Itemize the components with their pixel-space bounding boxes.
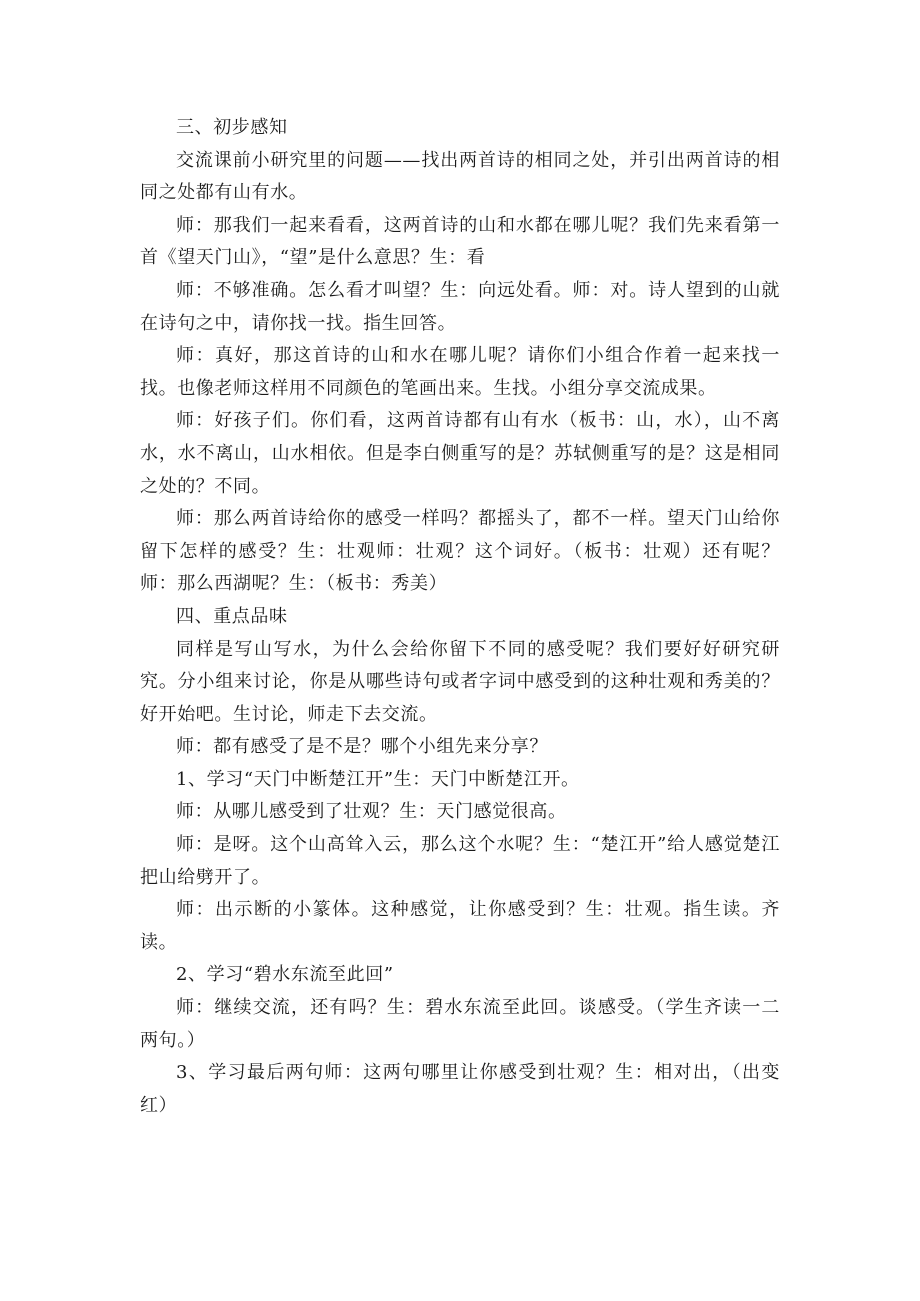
section-heading-3: 三、初步感知 bbox=[176, 117, 288, 138]
list-item-3: 3、学习最后两句师：这两句哪里让你感受到壮观？生：相对出，（出变红） bbox=[140, 1062, 780, 1116]
section-heading-4: 四、重点品味 bbox=[176, 605, 288, 627]
paragraph: 师：从哪儿感受到了壮观？生：天门感觉很高。 bbox=[176, 801, 567, 823]
paragraph: 师：好孩子们。你们看，这两首诗都有山有水（板书：山，水），山不离水，水不离山，山水相依。但是李白侧重写的是？苏轼侧重写的是？这是相同之处的？不同。 bbox=[140, 410, 780, 497]
list-item-1: 1、学习“天门中断楚江开”生：天门中断楚江开。 bbox=[176, 768, 580, 790]
paragraph: 师：是呀。这个山高耸入云，那么这个水呢？生：“楚江开”给人感觉楚江把山给劈开了。 bbox=[140, 834, 780, 888]
paragraph: 同样是写山写水，为什么会给你留下不同的感受呢？我们要好好研究研究。分小组来讨论，你是从哪些诗句或者字词中感受到的这种壮观和秀美的？好开始吧。生讨论，师走下去交流。 bbox=[140, 638, 780, 725]
paragraph: 师：都有感受了是不是？哪个小组先来分享？ bbox=[176, 736, 548, 758]
paragraph: 师：出示断的小篆体。这种感觉，让你感受到？生：壮观。指生读。齐读。 bbox=[140, 899, 780, 953]
paragraph: 师：真好，那这首诗的山和水在哪儿呢？请你们小组合作着一起来找一找。也像老师这样用不同颜色的笔画出来。生找。小组分享交流成果。 bbox=[140, 345, 780, 399]
paragraph: 师：继续交流，还有吗？生：碧水东流至此回。谈感受。（学生齐读一二两句。） bbox=[140, 997, 780, 1051]
paragraph: 师：那么两首诗给你的感受一样吗？都摇头了，都不一样。望天门山给你留下怎样的感受？生：壮观师：壮观？这个词好。（板书：壮观）还有呢？师：那么西湖呢？生：（板书：秀美） bbox=[140, 508, 780, 595]
document-page bbox=[140, 112, 780, 1122]
paragraph: 师：不够准确。怎么看才叫望？生：向远处看。师：对。诗人望到的山就在诗句之中，请你找一找。指生回答。 bbox=[140, 279, 780, 334]
list-item-2: 2、学习“碧水东流至此回” bbox=[176, 964, 394, 986]
paragraph: 师：那我们一起来看看，这两首诗的山和水都在哪儿呢？我们先来看第一首《望天门山》，“望”是什么意思？生：看 bbox=[140, 214, 780, 269]
paragraph: 交流课前小研究里的问题——找出两首诗的相同之处，并引出两首诗的相同之处都有山有水。 bbox=[140, 149, 780, 204]
